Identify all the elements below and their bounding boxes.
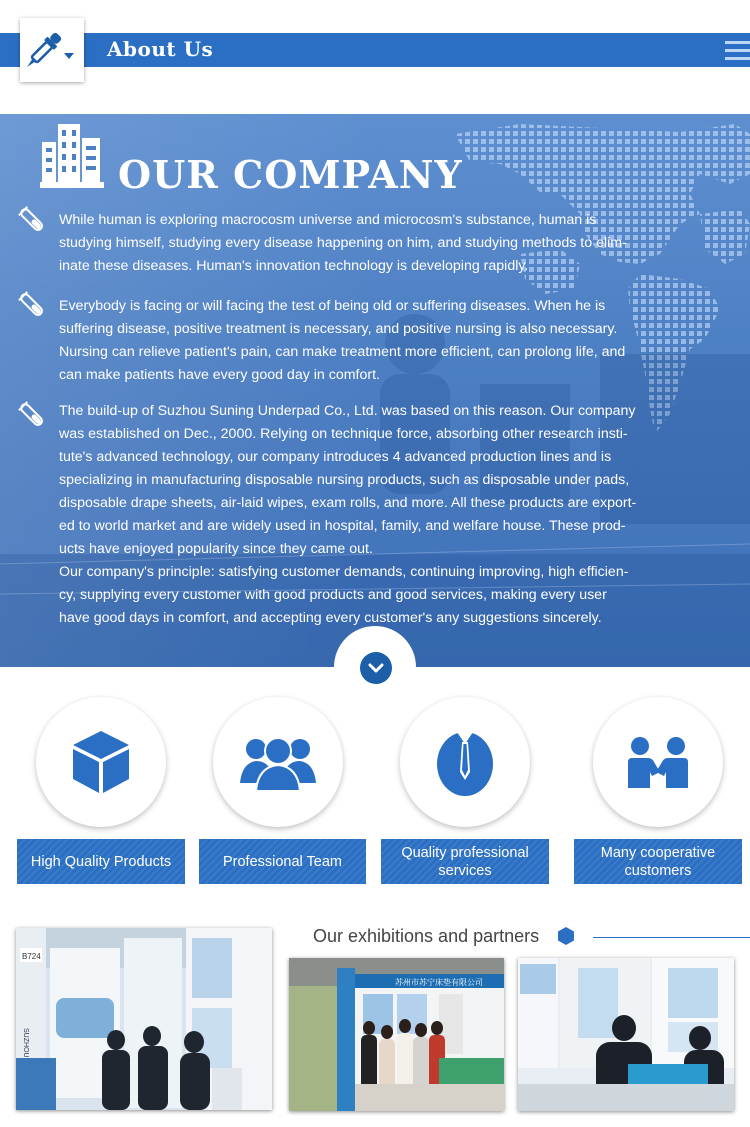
feature-circle-services bbox=[400, 697, 530, 827]
paragraph-line: The build-up of Suzhou Suning Underpad Co., Ltd. was based on this reason. Our company bbox=[59, 403, 636, 419]
feature-circle-team bbox=[213, 697, 343, 827]
feature-label-customers[interactable]: Many cooperative customers bbox=[574, 839, 742, 884]
paragraph-line: cy, supplying every customer with good products and good services, making every user bbox=[59, 587, 607, 603]
paragraph-2 bbox=[59, 295, 643, 387]
cube-icon bbox=[69, 729, 133, 795]
hamburger-menu-icon[interactable] bbox=[722, 39, 750, 63]
paragraph-line: Our company's principle: satisfying customer demands, continuing improving, high efficien- bbox=[59, 564, 629, 580]
test-tube-icon bbox=[18, 206, 48, 236]
hexagon-icon bbox=[556, 926, 576, 946]
booth-side-text: SUZHOU bbox=[22, 1028, 29, 1058]
feature-circle-products bbox=[36, 697, 166, 827]
paragraph-line: While human is exploring macrocosm universe and microcosm's substance, human is bbox=[59, 212, 597, 228]
title-divider bbox=[593, 937, 750, 938]
paragraph-line: tute's advanced technology, our company introduces 4 advanced production lines and is bbox=[59, 449, 612, 465]
paragraph-line: specializing in manufacturing disposable nursing products, such as disposable under pads, bbox=[59, 472, 630, 488]
paragraph-line: ucts have enjoyed popularity since they came out. bbox=[59, 541, 373, 557]
hero-title: OUR COMPANY bbox=[118, 152, 463, 197]
test-tube-icon bbox=[18, 401, 48, 431]
building-icon bbox=[38, 120, 106, 190]
exhibition-photo-3[interactable] bbox=[518, 958, 734, 1111]
test-tube-icon bbox=[18, 291, 48, 321]
paragraph-line: ed to world market and are widely used in hospital, family, and welfare house. These prod- bbox=[59, 518, 626, 534]
paragraph-line: studying himself, studying every disease happening on him, and studying methods to elim- bbox=[59, 235, 627, 251]
paragraph-line: Everybody is facing or will facing the test of being old or suffering diseases. When he is bbox=[59, 298, 606, 314]
paragraph-line: disposable drape sheets, air-laid wipes, exam rolls, and more. All these products are export- bbox=[59, 495, 637, 511]
feature-label-services[interactable]: Quality professional services bbox=[381, 839, 549, 884]
dropper-icon bbox=[26, 30, 78, 70]
paragraph-line: can make patients have every good day in comfort. bbox=[59, 367, 380, 383]
paragraph-line: suffering disease, positive treatment is necessary, and positive nursing is also necessary. bbox=[59, 321, 618, 337]
scroll-down-button[interactable] bbox=[334, 626, 416, 708]
exhibition-photo-1[interactable] bbox=[16, 928, 272, 1110]
page-title: About Us bbox=[107, 37, 214, 61]
company-hero bbox=[0, 114, 750, 667]
booth-sign: B724 bbox=[22, 952, 41, 961]
paragraph-1 bbox=[59, 209, 643, 278]
feature-circle-customers bbox=[593, 697, 723, 827]
paragraph-line: Nursing can relieve patient's pain, can make treatment more efficient, can prolong life, and bbox=[59, 344, 626, 360]
paragraph-line: inate these diseases. Human's innovation technology is developing rapidly. bbox=[59, 258, 529, 274]
paragraph-3 bbox=[59, 400, 643, 630]
chevron-down-icon bbox=[360, 652, 392, 684]
feature-label-team[interactable]: Professional Team bbox=[199, 839, 366, 884]
banner-text: 苏州市苏宁床垫有限公司 bbox=[395, 978, 483, 987]
paragraph-line: have good days in comfort, and accepting every customer's any suggestions sincerely. bbox=[59, 610, 602, 626]
exhibition-photo-2[interactable] bbox=[289, 958, 504, 1111]
feature-label-products[interactable]: High Quality Products bbox=[17, 839, 185, 884]
handshake-people-icon bbox=[628, 736, 688, 788]
team-icon bbox=[240, 733, 316, 791]
logo[interactable] bbox=[20, 18, 84, 82]
paragraph-line: was established on Dec., 2000. Relying on technique force, absorbing other research insti- bbox=[59, 426, 628, 442]
exhibitions-title: Our exhibitions and partners bbox=[313, 926, 540, 946]
suit-tie-icon bbox=[435, 728, 495, 796]
